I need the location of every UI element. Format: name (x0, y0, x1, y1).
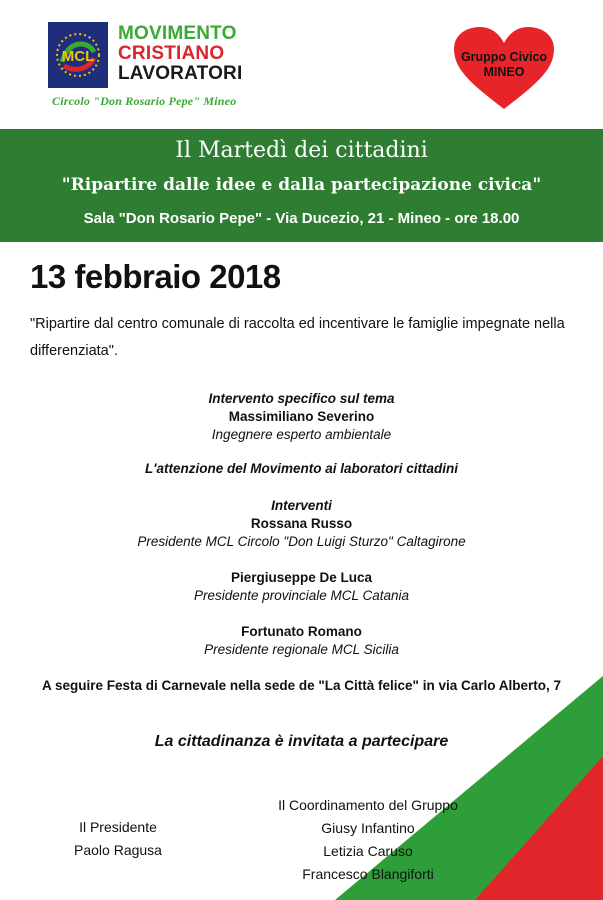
speaker-name: Fortunato Romano (241, 624, 362, 639)
gruppo-civico-line-2: MINEO (483, 65, 525, 79)
event-intro: "Ripartire dal centro comunale di raccolta ed incentivare le famiglie impegnate nella differenziata". (30, 316, 565, 359)
speaker-role: Presidente provinciale MCL Catania (193, 588, 410, 603)
svg-text:MCL: MCL (61, 48, 95, 65)
signature-right-title: Il Coordinamento del Gruppo (278, 797, 458, 813)
specific-heading: Intervento specifico sul tema (208, 391, 395, 406)
speaker-name: Piergiuseppe De Luca (230, 570, 373, 585)
speaker-name: Rossana Russo (250, 516, 353, 531)
signature-right (268, 794, 468, 886)
invitation-line: La cittadinanza è invitata a partecipare (154, 733, 449, 750)
signature-right-name: Letizia Caruso (323, 843, 413, 859)
signature-right-name: Giusy Infantino (321, 820, 415, 836)
signature-right-name: Francesco Blangiforti (302, 866, 434, 882)
gruppo-civico-logo-text (452, 50, 556, 80)
following-event: A seguire Festa di Carnevale nella sede de "La Città felice" in via Carlo Alberto, 7 (42, 678, 561, 693)
speaker-role: Presidente regionale MCL Sicilia (204, 642, 399, 657)
signature-left-title: Il Presidente (79, 819, 157, 835)
signature-left-name: Paolo Ragusa (74, 842, 162, 858)
mcl-line-3: LAVORATORI (118, 63, 243, 84)
mcl-line-1: MOVIMENTO (118, 23, 237, 44)
movement-line: L'attenzione del Movimento ai laboratori cittadini (145, 461, 458, 476)
mcl-name (118, 24, 242, 84)
event-title: Il Martedì dei cittadini (175, 138, 428, 163)
event-location: Sala "Don Rosario Pepe" - Via Ducezio, 21 - Mineo - ore 18.00 (83, 210, 520, 227)
event-date: 13 febbraio 2018 (30, 258, 281, 295)
mcl-line-2: CRISTIANO (118, 43, 225, 64)
event-subtitle: "Ripartire dalle idee e dalla partecipazione civica" (61, 175, 542, 195)
speaker-role: Presidente MCL Circolo "Don Luigi Sturzo" Caltagirone (137, 534, 466, 549)
circolo-label: Circolo "Don Rosario Pepe" Mineo (52, 94, 237, 108)
mcl-logo-icon (48, 22, 108, 88)
signature-left (48, 816, 188, 862)
interventi-heading: Interventi (271, 498, 332, 513)
specific-speaker-name: Massimiliano Severino (228, 409, 375, 424)
specific-speaker-role: Ingegnere esperto ambientale (211, 427, 392, 442)
gruppo-civico-line-1: Gruppo Civico (460, 50, 548, 64)
